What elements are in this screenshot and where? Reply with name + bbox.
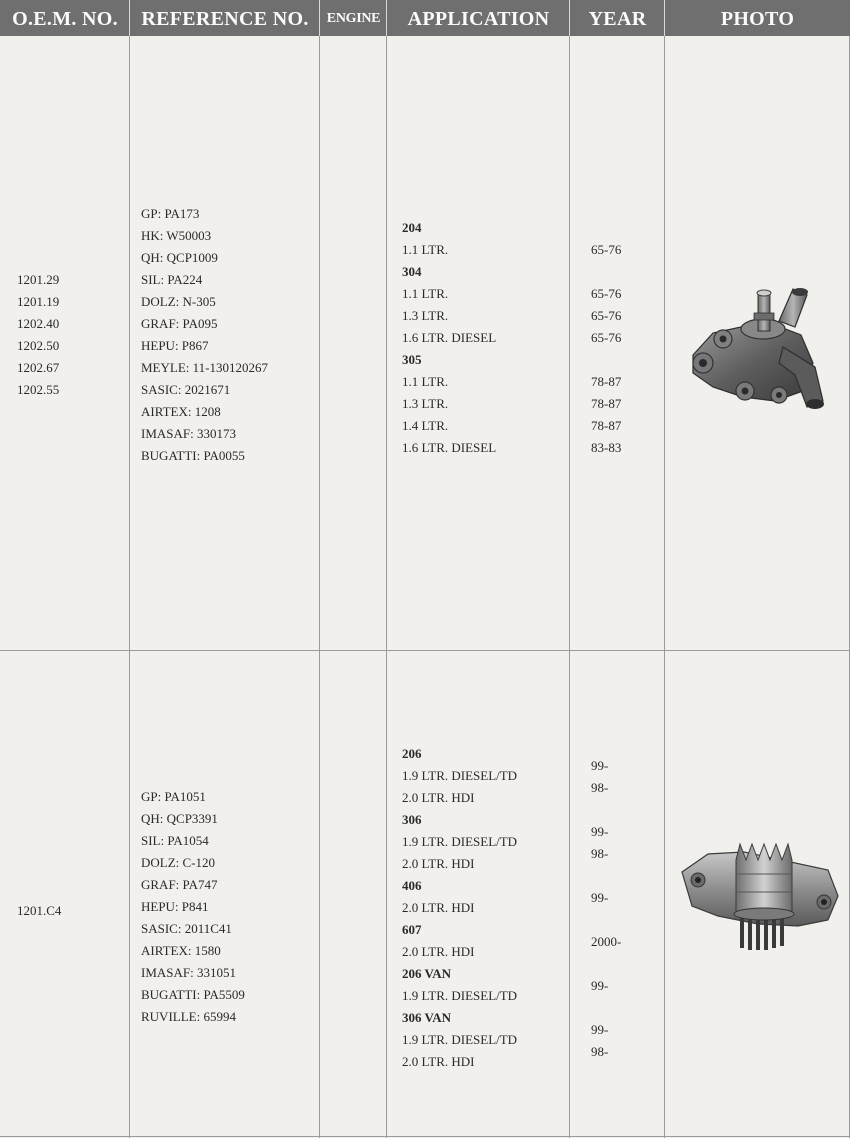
column-divider [664, 36, 665, 1138]
engine-variant: 1.3 LTR. [402, 396, 449, 411]
oem-numbers [17, 269, 59, 401]
year-list [591, 755, 621, 1063]
reference-number: SIL: PA1054 [141, 833, 209, 848]
year-range: 65-76 [591, 330, 622, 345]
year-range: 99- [591, 824, 609, 839]
header-engine: ENGINE [326, 11, 381, 26]
reference-number: DOLZ: N-305 [141, 294, 216, 309]
year-range: 98- [591, 1044, 609, 1059]
vehicle-model: 206 VAN [402, 966, 452, 981]
vehicle-model: 607 [402, 922, 422, 937]
engine-variant: 1.6 LTR. DIESEL [402, 330, 497, 345]
reference-number: QH: QCP1009 [141, 250, 218, 265]
reference-number: BUGATTI: PA0055 [141, 448, 245, 463]
year-range: 99- [591, 1022, 609, 1037]
oem-numbers [17, 900, 61, 922]
reference-number: SASIC: 2011C41 [141, 921, 232, 936]
year-range: 99- [591, 978, 609, 993]
reference-number: IMASAF: 330173 [141, 426, 236, 441]
reference-number: HEPU: P841 [141, 899, 209, 914]
engine-variant: 1.9 LTR. DIESEL/TD [402, 988, 518, 1003]
vehicle-model: 204 [402, 220, 422, 235]
reference-number: IMASAF: 331051 [141, 965, 236, 980]
vehicle-model: 406 [402, 878, 422, 893]
oem-number: 1201.C4 [17, 903, 62, 918]
year-range: 65-76 [591, 242, 622, 257]
column-divider [319, 36, 320, 1138]
column-divider [569, 36, 570, 1138]
engine-variant: 1.6 LTR. DIESEL [402, 440, 497, 455]
engine-variant: 1.1 LTR. [402, 286, 449, 301]
oem-number: 1202.40 [17, 316, 60, 331]
reference-number: SIL: PA224 [141, 272, 203, 287]
engine-variant: 2.0 LTR. HDI [402, 856, 475, 871]
reference-number: AIRTEX: 1580 [141, 943, 221, 958]
oem-number: 1201.19 [17, 294, 60, 309]
engine-variant: 1.9 LTR. DIESEL/TD [402, 768, 518, 783]
oem-number: 1201.29 [17, 272, 60, 287]
reference-number: HEPU: P867 [141, 338, 209, 353]
row-divider [0, 1136, 850, 1137]
reference-number: DOLZ: C-120 [141, 855, 216, 870]
year-range: 99- [591, 890, 609, 905]
column-divider [386, 36, 387, 1138]
table-header [0, 0, 850, 36]
year-range: 78-87 [591, 374, 622, 389]
reference-number: RUVILLE: 65994 [141, 1009, 236, 1024]
reference-number: HK: W50003 [141, 228, 212, 243]
application-list [402, 743, 517, 1073]
engine-variant: 1.3 LTR. [402, 308, 449, 323]
year-range: 83-83 [591, 440, 622, 455]
engine-variant: 1.9 LTR. DIESEL/TD [402, 1032, 518, 1047]
reference-number: AIRTEX: 1208 [141, 404, 221, 419]
header-oem-no: O.E.M. NO. [12, 8, 118, 30]
vehicle-model: 306 VAN [402, 1010, 452, 1025]
year-range: 65-76 [591, 286, 622, 301]
reference-number: GP: PA173 [141, 206, 200, 221]
year-range: 78-87 [591, 418, 622, 433]
reference-numbers [141, 786, 245, 1028]
oem-number: 1202.50 [17, 338, 60, 353]
water-pump-photo [683, 283, 835, 423]
oem-number: 1202.67 [17, 360, 60, 375]
vehicle-model: 305 [402, 352, 422, 367]
reference-number: GRAF: PA095 [141, 316, 218, 331]
year-range: 99- [591, 758, 609, 773]
vehicle-model: 306 [402, 812, 422, 827]
year-range: 98- [591, 780, 609, 795]
water-pump-photo [678, 840, 843, 955]
engine-variant: 2.0 LTR. HDI [402, 790, 475, 805]
reference-number: GRAF: PA747 [141, 877, 218, 892]
header-reference-no: REFERENCE NO. [141, 8, 309, 30]
header-photo: PHOTO [720, 8, 795, 30]
reference-number: GP: PA1051 [141, 789, 206, 804]
year-range: 98- [591, 846, 609, 861]
year-range: 65-76 [591, 308, 622, 323]
header-application: APPLICATION [407, 8, 550, 30]
engine-variant: 1.1 LTR. [402, 242, 449, 257]
header-year: YEAR [588, 8, 647, 30]
application-list [402, 217, 496, 459]
engine-variant: 2.0 LTR. HDI [402, 944, 475, 959]
vehicle-model: 206 [402, 746, 422, 761]
year-range: 2000- [591, 934, 622, 949]
oem-number: 1202.55 [17, 382, 60, 397]
reference-number: QH: QCP3391 [141, 811, 218, 826]
engine-variant: 2.0 LTR. HDI [402, 1054, 475, 1069]
engine-variant: 1.1 LTR. [402, 374, 449, 389]
reference-number: BUGATTI: PA5509 [141, 987, 245, 1002]
reference-number: MEYLE: 11-130120267 [141, 360, 268, 375]
year-range: 78-87 [591, 396, 622, 411]
year-list [591, 217, 621, 459]
engine-variant: 1.9 LTR. DIESEL/TD [402, 834, 518, 849]
row-divider [0, 650, 850, 651]
engine-variant: 1.4 LTR. [402, 418, 449, 433]
reference-numbers [141, 203, 268, 467]
column-divider [129, 36, 130, 1138]
reference-number: SASIC: 2021671 [141, 382, 231, 397]
vehicle-model: 304 [402, 264, 422, 279]
engine-variant: 2.0 LTR. HDI [402, 900, 475, 915]
